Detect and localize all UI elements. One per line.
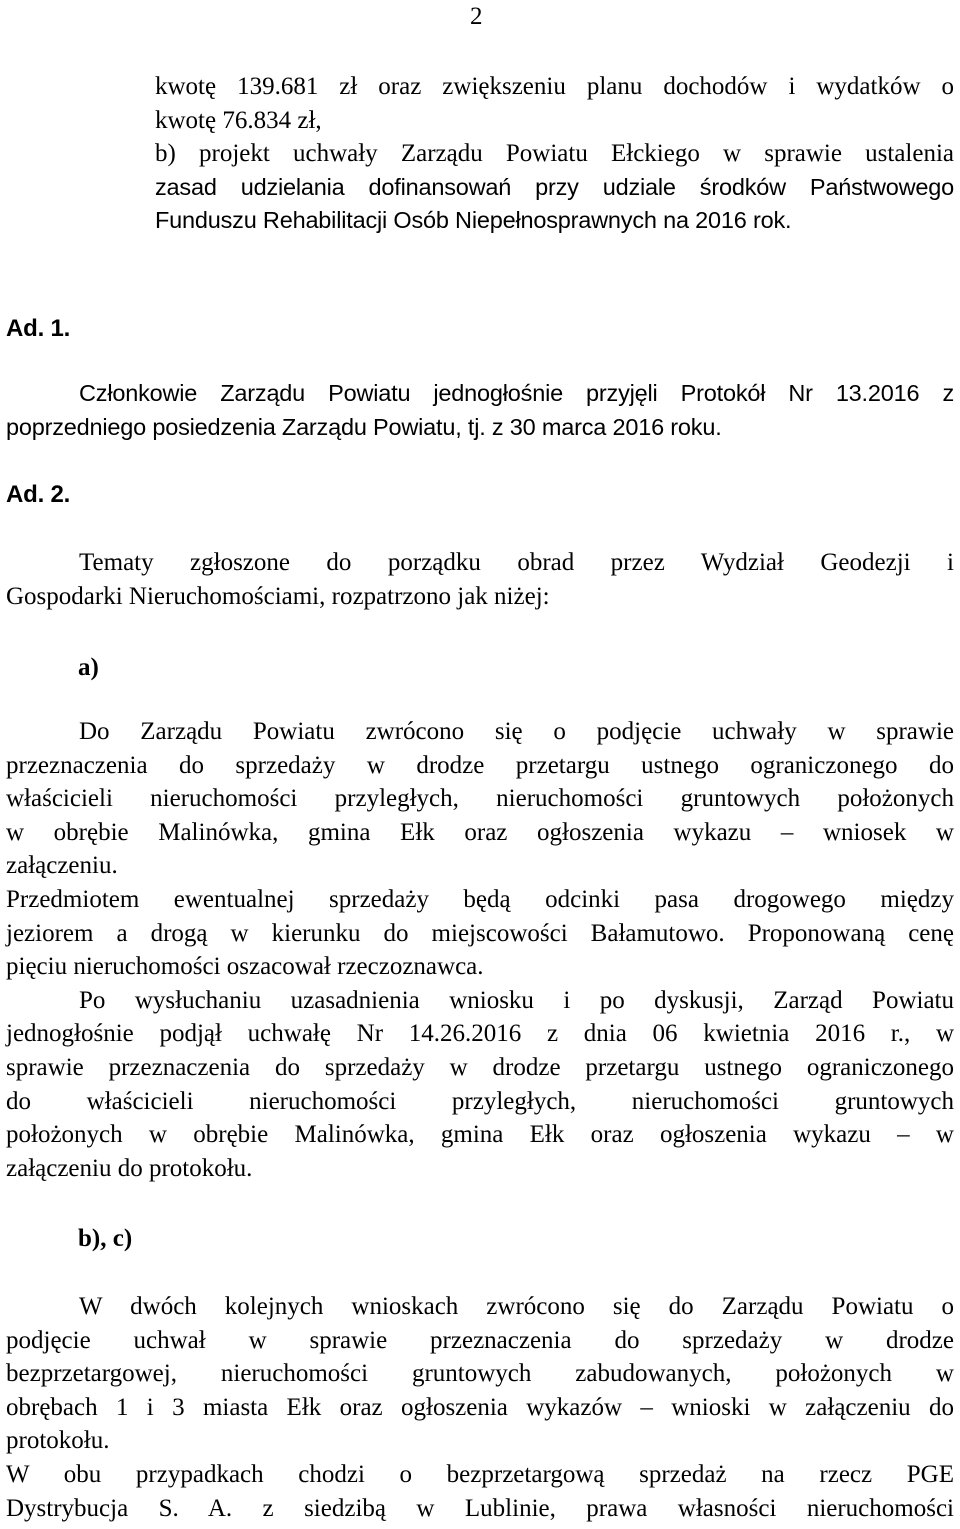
text-line: Przedmiotem ewentualnej sprzedaży będą odcinki pasa drogowego między <box>6 885 954 913</box>
ad2-intro-paragraph <box>6 546 954 613</box>
text-line: położonych w obrębie Malinówka, gmina Ełk oraz ogłoszenia wykazu – w <box>6 1121 954 1149</box>
text-line: kwotę 139.681 zł oraz zwiększeniu planu dochodów i wydatków o <box>155 73 954 100</box>
text-line: zasad udzielania dofinansowań przy udziale środków Państwowego <box>155 173 954 200</box>
text-line: do właścicieli nieruchomości przyległych, nieruchomości gruntowych <box>6 1087 954 1115</box>
text-line: poprzedniego posiedzenia Zarządu Powiatu, tj. z 30 marca 2016 roku. <box>6 413 722 440</box>
text-line: załączeniu. <box>6 852 118 880</box>
text-line: Do Zarządu Powiatu zwrócono się o podjęcie uchwały w sprawie <box>79 718 954 745</box>
text-line: podjęcie uchwał w sprawie przeznaczenia do sprzedaży w drodze <box>6 1326 954 1354</box>
text-line: właścicieli nieruchomości przyległych, nieruchomości gruntowych położonych <box>6 785 954 813</box>
ad1-heading: Ad. 1. <box>6 315 71 342</box>
text-line: b) projekt uchwały Zarządu Powiatu Ełckiego w sprawie ustalenia <box>155 140 954 168</box>
text-line: załączeniu do protokołu. <box>6 1154 253 1182</box>
item-bc-label: b), c) <box>78 1225 133 1252</box>
text-line: Gospodarki Nieruchomościami, rozpatrzono jak niżej: <box>6 582 550 610</box>
text-line: bezprzetargowej, nieruchomości gruntowych zabudowanych, położonych w <box>6 1360 954 1388</box>
text-line: jednogłośnie podjął uchwałę Nr 14.26.2016 z dnia 06 kwietnia 2016 r., w <box>6 1020 954 1048</box>
text-line: pięciu nieruchomości oszacował rzeczoznawca. <box>6 953 484 981</box>
item-bc-paragraph <box>6 1290 954 1525</box>
text-line: jeziorem a drogą w kierunku do miejscowości Bałamutowo. Proponowaną cenę <box>6 919 954 947</box>
text-line: kwotę 76.834 zł, <box>155 106 322 134</box>
text-line: protokołu. <box>6 1427 110 1455</box>
text-line: obrębach 1 i 3 miasta Ełk oraz ogłoszenia wykazów – wnioski w załączeniu do <box>6 1393 954 1421</box>
text-line: przeznaczenia do sprzedaży w drodze przetargu ustnego ograniczonego do <box>6 751 954 779</box>
text-line: Funduszu Rehabilitacji Osób Niepełnosprawnych na 2016 rok. <box>155 207 792 234</box>
text-line: w obrębie Malinówka, gmina Ełk oraz ogłoszenia wykazu – wniosek w <box>6 818 954 846</box>
text-line: sprawie przeznaczenia do sprzedaży w drodze przetargu ustnego ograniczonego <box>6 1053 954 1081</box>
text-line: W obu przypadkach chodzi o bezprzetargową sprzedaż na rzecz PGE <box>6 1460 954 1488</box>
text-line: Po wysłuchaniu uzasadnienia wniosku i po dyskusji, Zarząd Powiatu <box>79 986 954 1014</box>
ad2-heading: Ad. 2. <box>6 481 71 508</box>
text-line: Tematy zgłoszone do porządku obrad przez Wydział Geodezji i <box>79 549 954 576</box>
item-a-paragraph <box>6 715 954 1185</box>
text-line: Dystrybucja S. A. z siedzibą w Lublinie, prawa własności nieruchomości <box>6 1494 954 1522</box>
item-a-label: a) <box>78 654 99 681</box>
page-number: 2 <box>470 3 483 30</box>
ad1-paragraph <box>6 377 954 444</box>
text-line: W dwóch kolejnych wnioskach zwrócono się do Zarządu Powiatu o <box>79 1293 954 1320</box>
intro-paragraph <box>155 70 954 238</box>
text-line: Członkowie Zarządu Powiatu jednogłośnie przyjęli Protokół Nr 13.2016 z <box>79 380 954 406</box>
